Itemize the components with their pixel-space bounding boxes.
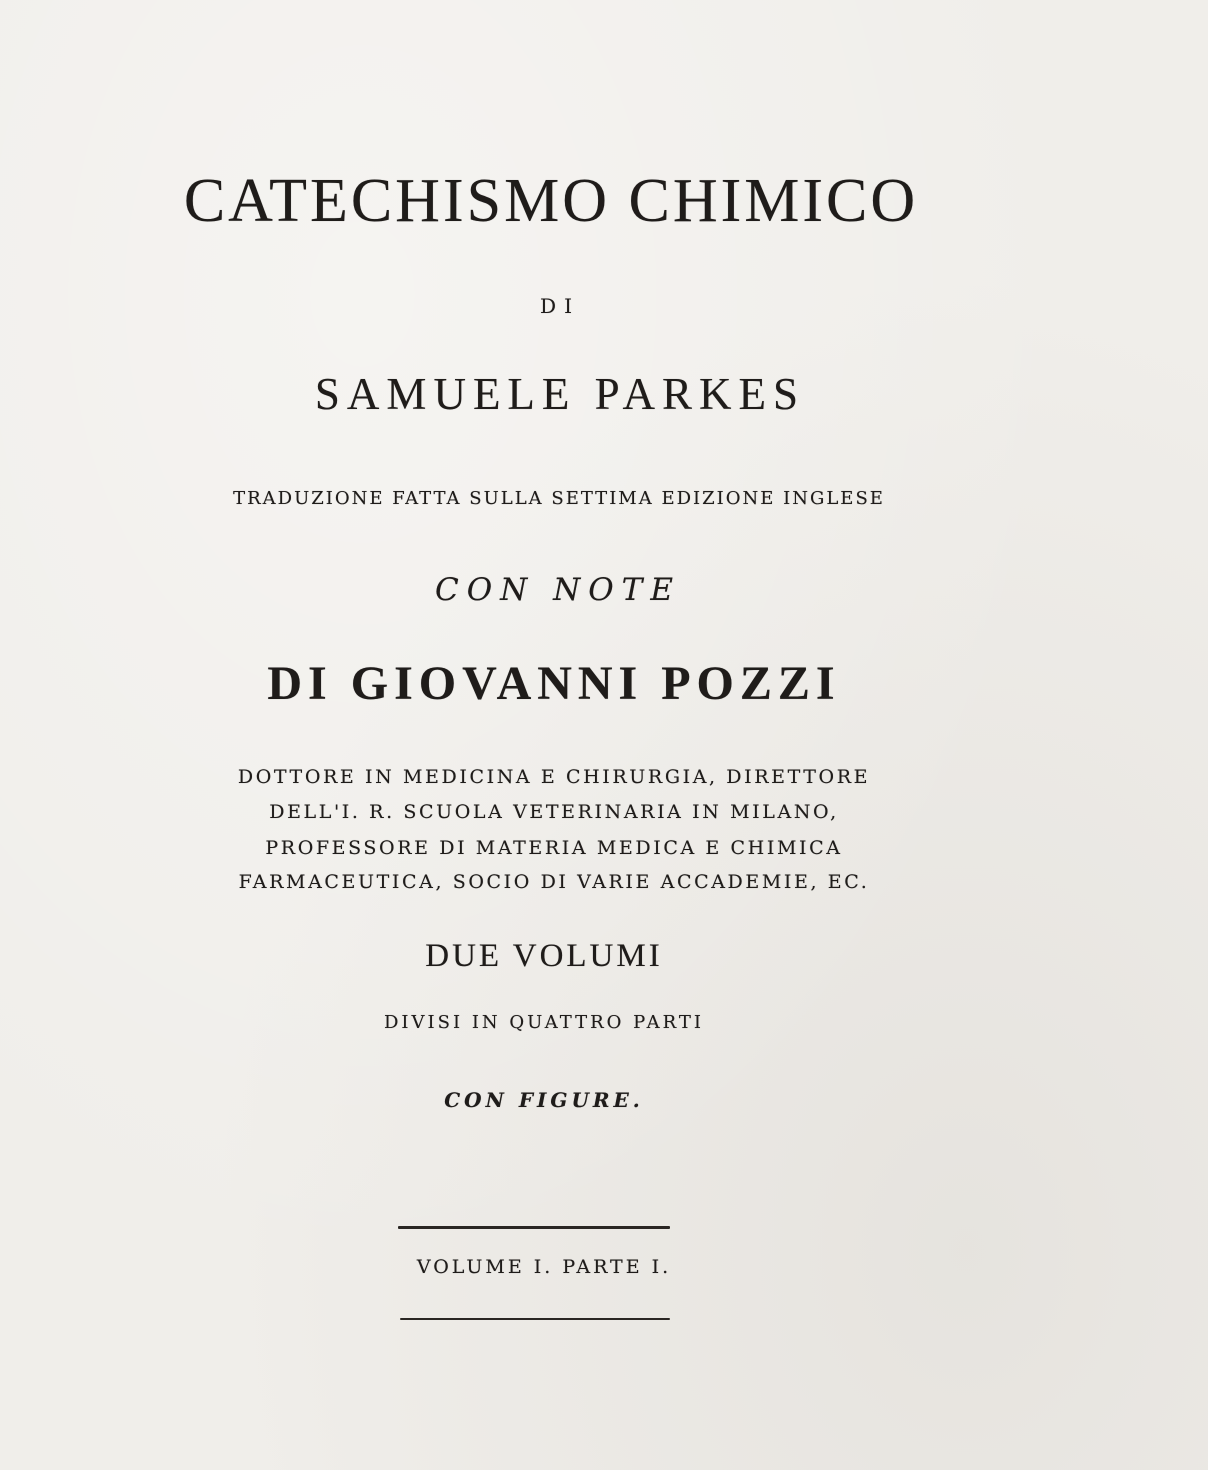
- volume-count: DUE VOLUMI: [425, 938, 663, 974]
- parts-note: DIVISI IN QUATTRO PARTI: [384, 1012, 704, 1033]
- by-word: DI: [540, 294, 580, 318]
- editor-credential-line: PROFESSORE DI MATERIA MEDICA E CHIMICA: [265, 837, 843, 859]
- author-name: SAMUELE PARKES: [314, 369, 806, 419]
- with-notes: CON NOTE: [435, 572, 681, 608]
- editor-credential-line: FARMACEUTICA, SOCIO DI VARIE ACCADEMIE, EC.: [238, 871, 870, 893]
- editor-credential-line: DOTTORE IN MEDICINA E CHIRURGIA, DIRETTORE: [237, 766, 871, 788]
- editor-name: DI GIOVANNI POZZI: [267, 657, 841, 710]
- divider-rule-top: [398, 1226, 670, 1229]
- editor-credential-line: DELL'I. R. SCUOLA VETERINARIA IN MILANO,: [269, 801, 839, 823]
- figures-note: CON FIGURE.: [444, 1088, 644, 1112]
- volume-part-label: VOLUME I. PARTE I.: [416, 1256, 672, 1278]
- book-title: CATECHISMO CHIMICO: [183, 167, 919, 235]
- divider-rule-bottom: [400, 1318, 670, 1320]
- translation-note: TRADUZIONE FATTA SULLA SETTIMA EDIZIONE INGLESE: [233, 488, 885, 509]
